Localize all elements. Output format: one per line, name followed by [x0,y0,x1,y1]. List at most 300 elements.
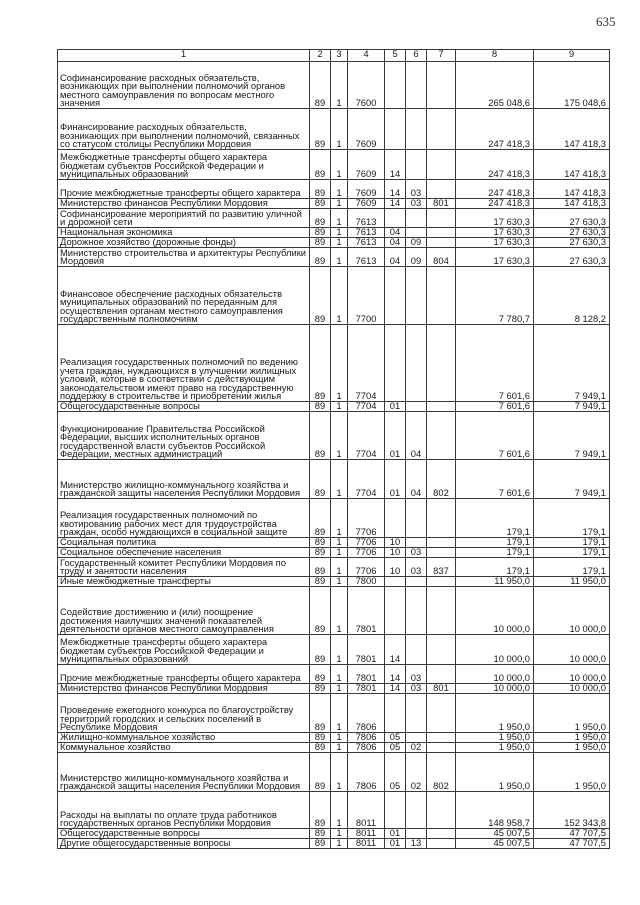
cell-subsection [406,62,427,109]
cell-program-code: 89 [310,460,331,499]
table-row [58,267,610,325]
cell-amount-year1: 7 601,6 [456,460,534,499]
cell-section [385,577,406,587]
cell-subsection: 03 [406,665,427,684]
table-row [58,665,610,684]
cell-subcode: 1 [331,209,348,228]
cell-amount-year1: 1 950,0 [456,743,534,753]
cell-subsection [406,694,427,733]
cell-program-code: 89 [310,558,331,577]
header-cell-6: 6 [406,50,427,62]
table-row [58,150,610,180]
table-row [58,792,610,829]
cell-subsection: 02 [406,753,427,792]
cell-vr-code [427,62,456,109]
cell-name: Иные межбюджетные трансферты [58,577,310,587]
cell-program-code: 89 [310,238,331,248]
table-header [58,50,610,62]
cell-target-code: 7613 [348,209,385,228]
cell-amount-year1: 179,1 [456,538,534,548]
cell-program-code: 89 [310,684,331,694]
cell-subsection [406,267,427,325]
table-row [58,733,610,743]
cell-amount-year2: 10 000,0 [534,665,610,684]
cell-vr-code [427,267,456,325]
cell-name: Министерство жилищно-коммунального хозяйства и гражданской защиты населения Республики Мордовия [58,460,310,499]
cell-vr-code: 801 [427,684,456,694]
cell-section [385,62,406,109]
cell-section: 01 [385,402,406,412]
cell-section [385,694,406,733]
header-cell-8: 8 [456,50,534,62]
table-row [58,743,610,753]
cell-name: Министерство жилищно-коммунального хозяйства и гражданской защиты населения Республики Мордовия [58,753,310,792]
table-row [58,109,610,150]
cell-program-code: 89 [310,753,331,792]
header-cell-3: 3 [331,50,348,62]
cell-amount-year2: 179,1 [534,548,610,558]
cell-amount-year1: 179,1 [456,499,534,538]
table-row [58,694,610,733]
cell-amount-year1: 179,1 [456,548,534,558]
cell-section: 01 [385,829,406,839]
cell-section [385,792,406,829]
cell-program-code: 89 [310,694,331,733]
cell-subcode: 1 [331,199,348,209]
cell-subsection [406,587,427,635]
cell-amount-year2: 147 418,3 [534,199,610,209]
cell-section: 14 [385,684,406,694]
cell-amount-year1: 17 630,3 [456,228,534,238]
cell-section: 01 [385,839,406,849]
cell-target-code: 7706 [348,558,385,577]
cell-vr-code [427,829,456,839]
cell-amount-year1: 148 958,7 [456,792,534,829]
cell-subcode: 1 [331,460,348,499]
cell-vr-code [427,733,456,743]
cell-amount-year1: 1 950,0 [456,733,534,743]
cell-amount-year2: 179,1 [534,499,610,538]
cell-amount-year2: 1 950,0 [534,753,610,792]
cell-name: Министерство финансов Республики Мордовия [58,199,310,209]
cell-amount-year1: 10 000,0 [456,635,534,665]
cell-section: 14 [385,180,406,199]
cell-target-code: 7800 [348,577,385,587]
cell-target-code: 7613 [348,238,385,248]
cell-subsection [406,402,427,412]
cell-section: 04 [385,248,406,267]
table-row [58,460,610,499]
cell-name: Дорожное хозяйство (дорожные фонды) [58,238,310,248]
cell-target-code: 7609 [348,199,385,209]
cell-vr-code: 802 [427,753,456,792]
cell-subsection: 03 [406,199,427,209]
cell-subcode: 1 [331,402,348,412]
cell-vr-code [427,109,456,150]
cell-amount-year1: 7 601,6 [456,412,534,460]
cell-subcode: 1 [331,577,348,587]
cell-amount-year2: 7 949,1 [534,412,610,460]
cell-subcode: 1 [331,248,348,267]
cell-section: 01 [385,412,406,460]
cell-subsection [406,150,427,180]
cell-amount-year1: 10 000,0 [456,587,534,635]
cell-subsection: 03 [406,558,427,577]
table-body [58,62,610,849]
cell-subsection: 04 [406,460,427,499]
cell-amount-year2: 7 949,1 [534,460,610,499]
cell-amount-year1: 1 950,0 [456,753,534,792]
table-row [58,839,610,849]
cell-section: 14 [385,635,406,665]
cell-amount-year1: 10 000,0 [456,665,534,684]
header-cell-2: 2 [310,50,331,62]
cell-section: 05 [385,743,406,753]
cell-target-code: 7609 [348,180,385,199]
cell-program-code: 89 [310,635,331,665]
cell-program-code: 89 [310,62,331,109]
cell-program-code: 89 [310,109,331,150]
cell-subsection: 13 [406,839,427,849]
cell-amount-year1: 45 007,5 [456,839,534,849]
table-row [58,325,610,402]
cell-subcode: 1 [331,109,348,150]
cell-program-code: 89 [310,538,331,548]
cell-amount-year2: 27 630,3 [534,209,610,228]
cell-program-code: 89 [310,209,331,228]
cell-target-code: 7704 [348,325,385,402]
cell-amount-year1: 247 418,3 [456,199,534,209]
cell-amount-year2: 152 343,8 [534,792,610,829]
cell-target-code: 7801 [348,684,385,694]
cell-program-code: 89 [310,743,331,753]
cell-program-code: 89 [310,267,331,325]
cell-vr-code [427,577,456,587]
cell-name: Межбюджетные трансферты общего характера бюджетам субъектов Российской Федерации и муниципальных образований [58,150,310,180]
cell-subcode: 1 [331,743,348,753]
cell-section [385,267,406,325]
cell-name: Функционирование Правительства Российской Федерации, высших исполнительных органов государственной власти субъектов Российской Федерации, местных администраций [58,412,310,460]
cell-amount-year2: 47 707,5 [534,839,610,849]
cell-vr-code [427,499,456,538]
cell-amount-year2: 10 000,0 [534,635,610,665]
cell-target-code: 7613 [348,248,385,267]
cell-program-code: 89 [310,402,331,412]
header-cell-5: 5 [385,50,406,62]
cell-program-code: 89 [310,325,331,402]
cell-name: Общегосударственные вопросы [58,402,310,412]
cell-subsection [406,635,427,665]
cell-subsection [406,829,427,839]
cell-name: Министерство финансов Республики Мордовия [58,684,310,694]
cell-vr-code [427,180,456,199]
cell-subcode: 1 [331,665,348,684]
cell-vr-code [427,694,456,733]
cell-name: Прочие межбюджетные трансферты общего характера [58,665,310,684]
cell-amount-year1: 247 418,3 [456,180,534,199]
cell-target-code: 7700 [348,267,385,325]
cell-amount-year2: 179,1 [534,558,610,577]
cell-vr-code [427,538,456,548]
cell-vr-code [427,150,456,180]
cell-name: Жилищно-коммунальное хозяйство [58,733,310,743]
cell-target-code: 7609 [348,109,385,150]
cell-amount-year2: 10 000,0 [534,684,610,694]
cell-subcode: 1 [331,538,348,548]
cell-amount-year2: 10 000,0 [534,587,610,635]
table-row [58,248,610,267]
cell-section: 14 [385,665,406,684]
cell-amount-year1: 247 418,3 [456,150,534,180]
cell-subcode: 1 [331,548,348,558]
cell-section: 10 [385,558,406,577]
cell-amount-year1: 10 000,0 [456,684,534,694]
cell-subcode: 1 [331,499,348,538]
cell-amount-year1: 45 007,5 [456,829,534,839]
cell-program-code: 89 [310,150,331,180]
cell-section: 01 [385,460,406,499]
cell-vr-code: 837 [427,558,456,577]
table-row [58,577,610,587]
cell-target-code: 7609 [348,150,385,180]
cell-amount-year2: 175 048,6 [534,62,610,109]
cell-amount-year1: 179,1 [456,558,534,577]
cell-subsection [406,733,427,743]
cell-subcode: 1 [331,839,348,849]
cell-target-code: 7806 [348,743,385,753]
cell-section: 14 [385,199,406,209]
table-row [58,538,610,548]
cell-section: 05 [385,753,406,792]
table-row [58,499,610,538]
cell-amount-year1: 7 601,6 [456,402,534,412]
cell-amount-year2: 27 630,3 [534,248,610,267]
cell-subsection: 09 [406,248,427,267]
cell-amount-year1: 11 950,0 [456,577,534,587]
cell-amount-year2: 11 950,0 [534,577,610,587]
cell-subsection: 02 [406,743,427,753]
cell-vr-code: 802 [427,460,456,499]
cell-target-code: 8011 [348,792,385,829]
cell-section [385,209,406,228]
table-row [58,209,610,228]
cell-amount-year1: 7 601,6 [456,325,534,402]
cell-amount-year1: 17 630,3 [456,248,534,267]
header-row [58,50,610,62]
table-row [58,228,610,238]
cell-program-code: 89 [310,839,331,849]
cell-amount-year1: 265 048,6 [456,62,534,109]
cell-vr-code [427,839,456,849]
cell-program-code: 89 [310,228,331,238]
cell-target-code: 7806 [348,694,385,733]
cell-subsection [406,109,427,150]
cell-subsection [406,209,427,228]
cell-amount-year2: 8 128,2 [534,267,610,325]
cell-vr-code [427,238,456,248]
cell-section: 10 [385,548,406,558]
cell-program-code: 89 [310,499,331,538]
cell-section: 04 [385,238,406,248]
cell-vr-code: 804 [427,248,456,267]
header-cell-7: 7 [427,50,456,62]
table-row [58,402,610,412]
cell-name: Другие общегосударственные вопросы [58,839,310,849]
cell-amount-year2: 47 707,5 [534,829,610,839]
cell-subsection [406,325,427,402]
cell-vr-code [427,665,456,684]
cell-amount-year2: 147 418,3 [534,150,610,180]
cell-vr-code [427,412,456,460]
cell-target-code: 7704 [348,402,385,412]
cell-target-code: 7600 [348,62,385,109]
cell-vr-code [427,325,456,402]
cell-subcode: 1 [331,829,348,839]
cell-subsection: 04 [406,412,427,460]
cell-name: Национальная экономика [58,228,310,238]
cell-program-code: 89 [310,412,331,460]
cell-target-code: 7806 [348,753,385,792]
cell-amount-year1: 1 950,0 [456,694,534,733]
table-row [58,548,610,558]
cell-vr-code [427,743,456,753]
cell-subcode: 1 [331,180,348,199]
cell-program-code: 89 [310,733,331,743]
cell-subcode: 1 [331,684,348,694]
cell-name: Реализация государственных полномочий по квотированию рабочих мест для трудоустройства граждан, особо нуждающихся в социальной защите [58,499,310,538]
cell-amount-year2: 147 418,3 [534,109,610,150]
table-row [58,753,610,792]
cell-amount-year2: 1 950,0 [534,743,610,753]
cell-subsection [406,228,427,238]
cell-program-code: 89 [310,587,331,635]
cell-subcode: 1 [331,694,348,733]
cell-vr-code [427,792,456,829]
cell-name: Прочие межбюджетные трансферты общего характера [58,180,310,199]
cell-name: Финансирование расходных обязательств, возникающих при выполнении полномочий, связанных со статусом столицы Республики Мордовия [58,109,310,150]
cell-name: Финансовое обеспечение расходных обязательств муниципальных образований по переданным для осуществления органам местного самоуправления государственным полномочиям [58,267,310,325]
cell-target-code: 8011 [348,839,385,849]
cell-vr-code [427,209,456,228]
cell-subsection: 03 [406,684,427,694]
cell-vr-code [427,548,456,558]
cell-name: Реализация государственных полномочий по ведению учета граждан, нуждающихся в улучшении жилищных условий, которые в соответствии с действующим законодательством имеют право на государственную поддержку в строительстве и приобретении жилья [58,325,310,402]
cell-vr-code: 801 [427,199,456,209]
cell-name: Содействие достижению и (или) поощрение достижения наилучших значений показателей деятельности органов местного самоуправления [58,587,310,635]
table-row [58,587,610,635]
cell-name: Социальное обеспечение населения [58,548,310,558]
cell-program-code: 89 [310,248,331,267]
table-row [58,829,610,839]
cell-subcode: 1 [331,558,348,577]
header-cell-4: 4 [348,50,385,62]
cell-vr-code [427,402,456,412]
cell-amount-year1: 7 780,7 [456,267,534,325]
cell-amount-year2: 27 630,3 [534,238,610,248]
cell-subcode: 1 [331,238,348,248]
cell-program-code: 89 [310,829,331,839]
cell-subsection [406,792,427,829]
cell-program-code: 89 [310,577,331,587]
cell-subcode: 1 [331,792,348,829]
cell-subcode: 1 [331,412,348,460]
cell-subcode: 1 [331,733,348,743]
table-row [58,412,610,460]
cell-name: Софинансирование расходных обязательств, возникающих при выполнении полномочий органов местного самоуправления по вопросам местного значения [58,62,310,109]
cell-subsection [406,577,427,587]
cell-target-code: 7801 [348,635,385,665]
cell-target-code: 7704 [348,412,385,460]
cell-name: Проведение ежегодного конкурса по благоустройству территорий городских и сельских поселений в Республике Мордовия [58,694,310,733]
cell-target-code: 7801 [348,665,385,684]
cell-name: Общегосударственные вопросы [58,829,310,839]
cell-section [385,587,406,635]
cell-vr-code [427,635,456,665]
cell-amount-year2: 147 418,3 [534,180,610,199]
cell-subcode: 1 [331,753,348,792]
cell-target-code: 7801 [348,587,385,635]
cell-name: Социальная политика [58,538,310,548]
cell-target-code: 7704 [348,460,385,499]
page-number: 635 [596,14,616,29]
cell-subsection [406,538,427,548]
cell-subcode: 1 [331,62,348,109]
cell-section: 14 [385,150,406,180]
cell-target-code: 7706 [348,538,385,548]
cell-target-code: 7706 [348,499,385,538]
budget-allocation-table [57,49,610,849]
cell-target-code: 7706 [348,548,385,558]
table-row [58,199,610,209]
cell-target-code: 7613 [348,228,385,238]
cell-vr-code [427,228,456,238]
cell-amount-year1: 17 630,3 [456,209,534,228]
table-row [58,238,610,248]
cell-amount-year2: 179,1 [534,538,610,548]
cell-subcode: 1 [331,150,348,180]
cell-target-code: 8011 [348,829,385,839]
cell-subcode: 1 [331,325,348,402]
cell-subcode: 1 [331,267,348,325]
cell-subcode: 1 [331,587,348,635]
cell-subsection: 03 [406,180,427,199]
table-row [58,62,610,109]
cell-amount-year2: 1 950,0 [534,694,610,733]
cell-amount-year1: 247 418,3 [456,109,534,150]
header-cell-9: 9 [534,50,610,62]
table-row [58,635,610,665]
cell-subcode: 1 [331,635,348,665]
table-row [58,180,610,199]
cell-program-code: 89 [310,199,331,209]
cell-amount-year2: 1 950,0 [534,733,610,743]
cell-amount-year2: 27 630,3 [534,228,610,238]
table-row [58,684,610,694]
cell-name: Коммунальное хозяйство [58,743,310,753]
cell-section: 04 [385,228,406,238]
cell-subcode: 1 [331,228,348,238]
cell-program-code: 89 [310,665,331,684]
cell-name: Расходы на выплаты по оплате труда работников государственных органов Республики Мордовия [58,792,310,829]
cell-section [385,109,406,150]
cell-subsection: 03 [406,548,427,558]
header-cell-1: 1 [58,50,310,62]
cell-amount-year1: 17 630,3 [456,238,534,248]
cell-program-code: 89 [310,180,331,199]
cell-name: Софинансирование мероприятий по развитию уличной и дорожной сети [58,209,310,228]
cell-section: 05 [385,733,406,743]
cell-name: Межбюджетные трансферты общего характера бюджетам субъектов Российской Федерации и муниципальных образований [58,635,310,665]
